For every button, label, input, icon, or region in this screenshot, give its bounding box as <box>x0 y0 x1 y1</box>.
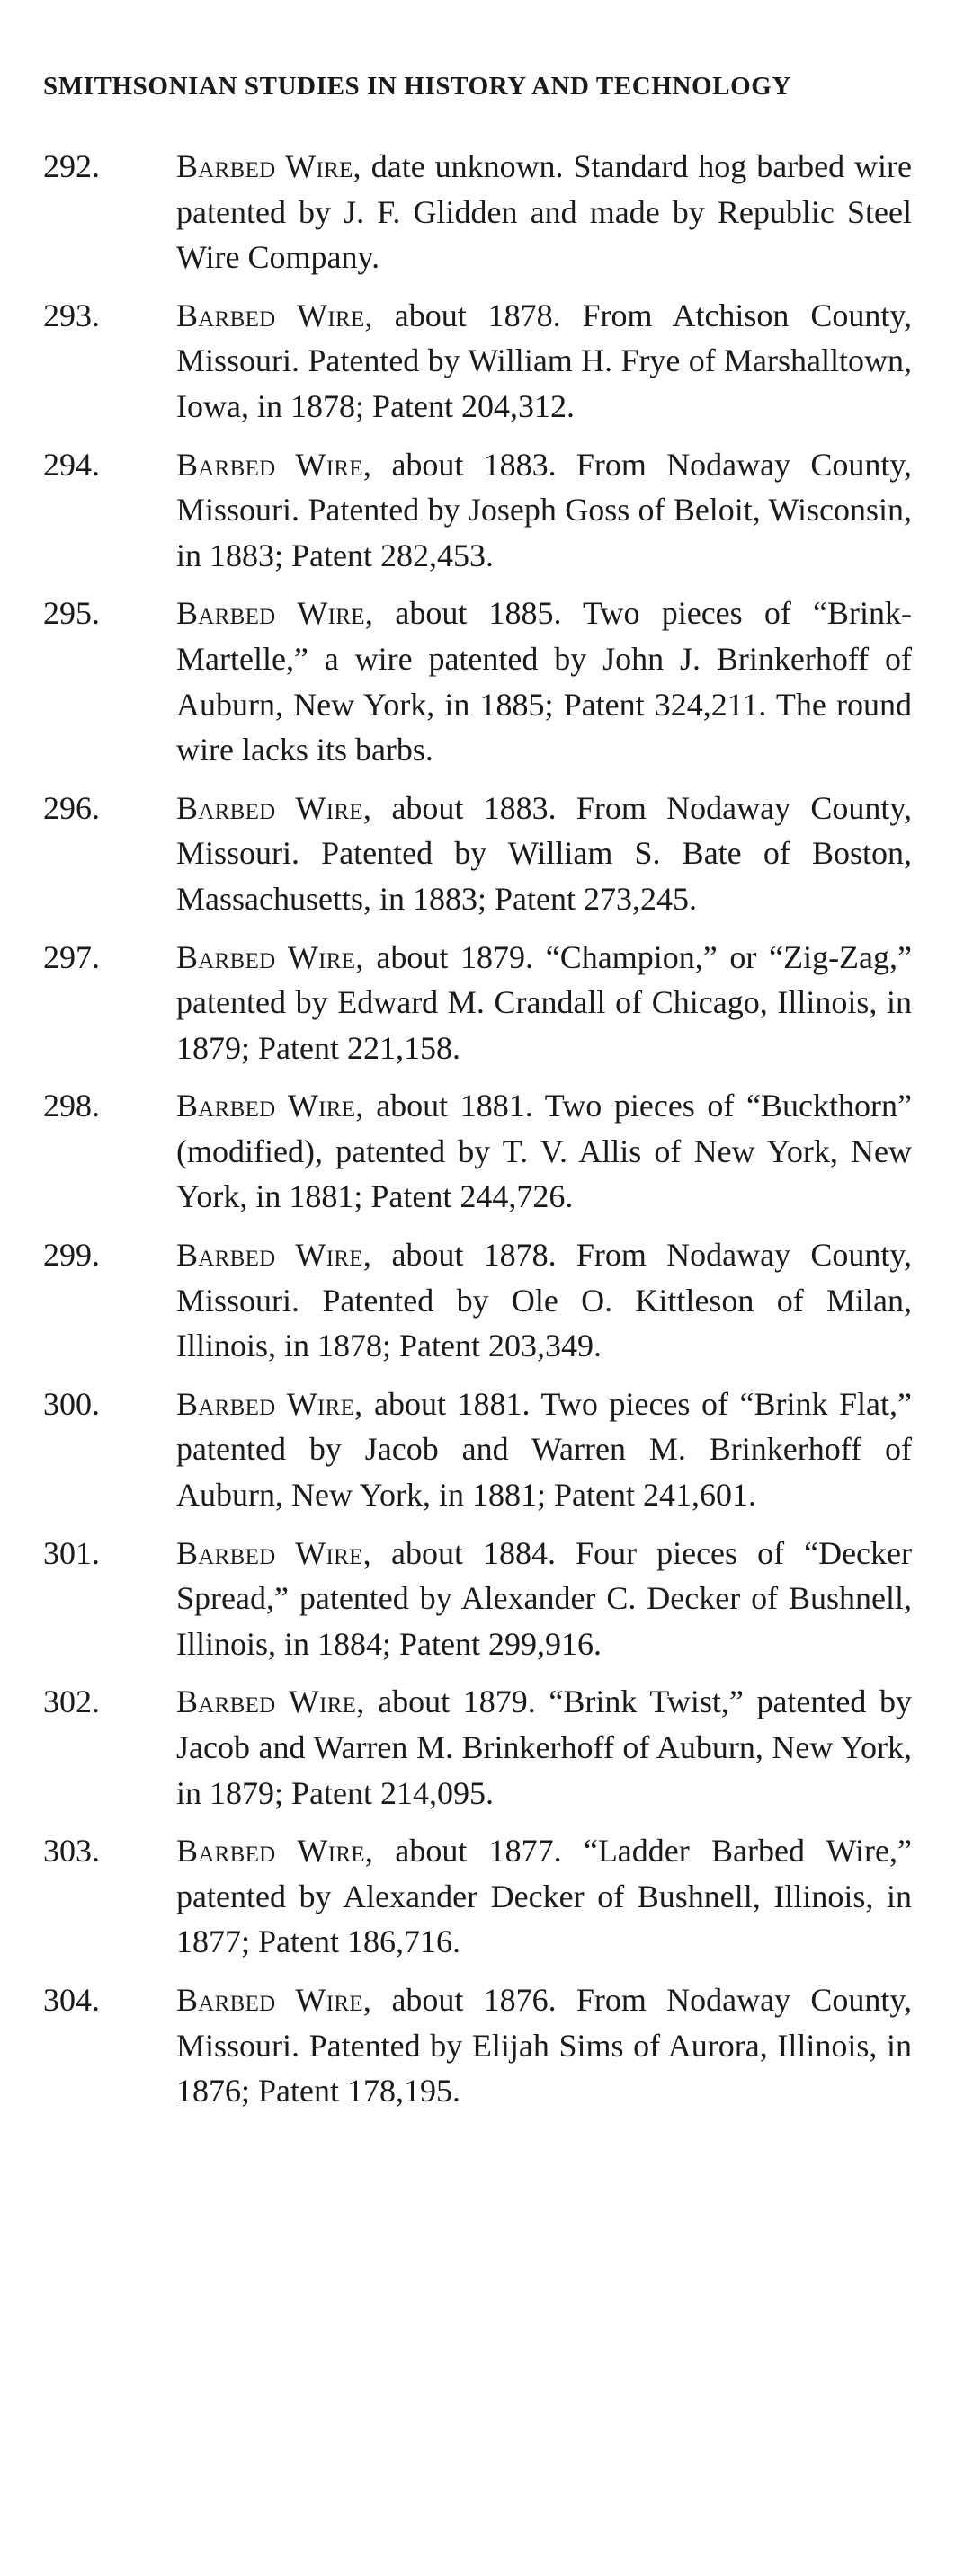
catalog-entry-294 <box>43 442 912 579</box>
catalog-entry-299 <box>43 1232 912 1369</box>
entry-caption: Barbed Wire, <box>176 1981 372 2018</box>
entry-caption: Barbed Wire, <box>176 297 373 333</box>
entry-text: about 1883. From Nodaway County, Missouri. Patented by William S. Bate of Boston, Massachusetts, in 1883; Patent 273,245. <box>176 789 913 917</box>
catalog-entry-301 <box>43 1531 912 1667</box>
catalog-entry-list <box>43 144 912 2127</box>
entry-caption: Barbed Wire, <box>176 1833 374 1870</box>
catalog-entry-300 <box>43 1381 912 1518</box>
catalog-entry-304 <box>43 1977 912 2114</box>
entry-text: about 1879. “Champion,” or “Zig-Zag,” patented by Edward M. Crandall of Chicago, Illinois, in 1879; Patent 221,158. <box>176 938 912 1066</box>
catalog-entry-296 <box>43 786 912 922</box>
entry-text: about 1883. From Nodaway County, Missouri. Patented by Joseph Goss of Beloit, Wisconsin, in 1883; Patent 282,453. <box>176 446 913 573</box>
entry-text: about 1879. “Brink Twist,” patented by Jacob and Warren M. Brinkerhoff of Auburn, New York, in 1879; Patent 214,095. <box>176 1683 912 1811</box>
entry-caption: Barbed Wire, <box>176 938 364 975</box>
entry-number: 293. <box>43 297 100 333</box>
entry-text: about 1885. Two pieces of “Brink-Martelle,” a wire patented by John J. Brinkerhoff of Auburn, New York, in 1885; Patent 324,211. The round wire lacks its barbs. <box>176 595 913 768</box>
entry-number: 295. <box>43 595 100 632</box>
entry-number: 296. <box>43 789 100 826</box>
entry-caption: Barbed Wire, <box>176 1237 372 1274</box>
entry-text: about 1878. From Nodaway County, Missouri. Patented by Ole O. Kittleson of Milan, Illinois, in 1878; Patent 203,349. <box>176 1237 913 1364</box>
entry-text: about 1876. From Nodaway County, Missouri. Patented by Elijah Sims of Aurora, Illinois, in 1876; Patent 178,195. <box>176 1981 913 2110</box>
entry-caption: Barbed Wire, <box>176 148 361 184</box>
entry-number: 298. <box>43 1088 100 1124</box>
entry-caption: Barbed Wire, <box>176 789 372 826</box>
entry-text: date unknown. Standard hog barbed wire patented by J. F. Glidden and made by Republic Steel Wire Company. <box>176 148 912 276</box>
entry-text: about 1884. Four pieces of “Decker Spread,” patented by Alexander C. Decker of Bushnell, Illinois, in 1884; Patent 299,916. <box>176 1534 912 1662</box>
running-head: SMITHSONIAN STUDIES IN HISTORY AND TECHNOLOGY <box>43 72 792 101</box>
catalog-entry-297 <box>43 935 912 1071</box>
entry-caption: Barbed Wire, <box>176 595 374 632</box>
entry-number: 292. <box>43 148 100 184</box>
entry-caption: Barbed Wire, <box>176 1534 371 1571</box>
catalog-entry-303 <box>43 1828 912 1965</box>
catalog-entry-295 <box>43 591 912 772</box>
entry-number: 297. <box>43 938 100 975</box>
entry-number: 303. <box>43 1833 100 1870</box>
entry-number: 301. <box>43 1534 100 1571</box>
entry-text: about 1881. Two pieces of “Buckthorn” (modified), patented by T. V. Allis of New York, New York, in 1881; Patent 244,726. <box>176 1088 912 1215</box>
entry-caption: Barbed Wire, <box>176 1385 363 1422</box>
entry-number: 294. <box>43 446 100 483</box>
entry-text: about 1878. From Atchison County, Missouri. Patented by William H. Frye of Marshalltown, Iowa, in 1878; Patent 204,312. <box>176 297 913 424</box>
entry-text: about 1881. Two pieces of “Brink Flat,” patented by Jacob and Warren M. Brinkerhoff of Auburn, New York, in 1881; Patent 241,601. <box>176 1385 912 1514</box>
entry-caption: Barbed Wire, <box>176 1683 365 1720</box>
catalog-entry-293 <box>43 293 912 430</box>
entry-number: 299. <box>43 1237 100 1274</box>
entry-text: about 1877. “Ladder Barbed Wire,” patented by Alexander Decker of Bushnell, Illinois, in 1877; Patent 186,716. <box>176 1833 912 1960</box>
entry-caption: Barbed Wire, <box>176 446 372 483</box>
catalog-entry-302 <box>43 1679 912 1816</box>
entry-caption: Barbed Wire, <box>176 1088 364 1124</box>
catalog-entry-292 <box>43 144 912 280</box>
catalog-entry-298 <box>43 1083 912 1220</box>
entry-number: 302. <box>43 1683 100 1720</box>
entry-number: 304. <box>43 1981 100 2018</box>
entry-number: 300. <box>43 1385 100 1422</box>
